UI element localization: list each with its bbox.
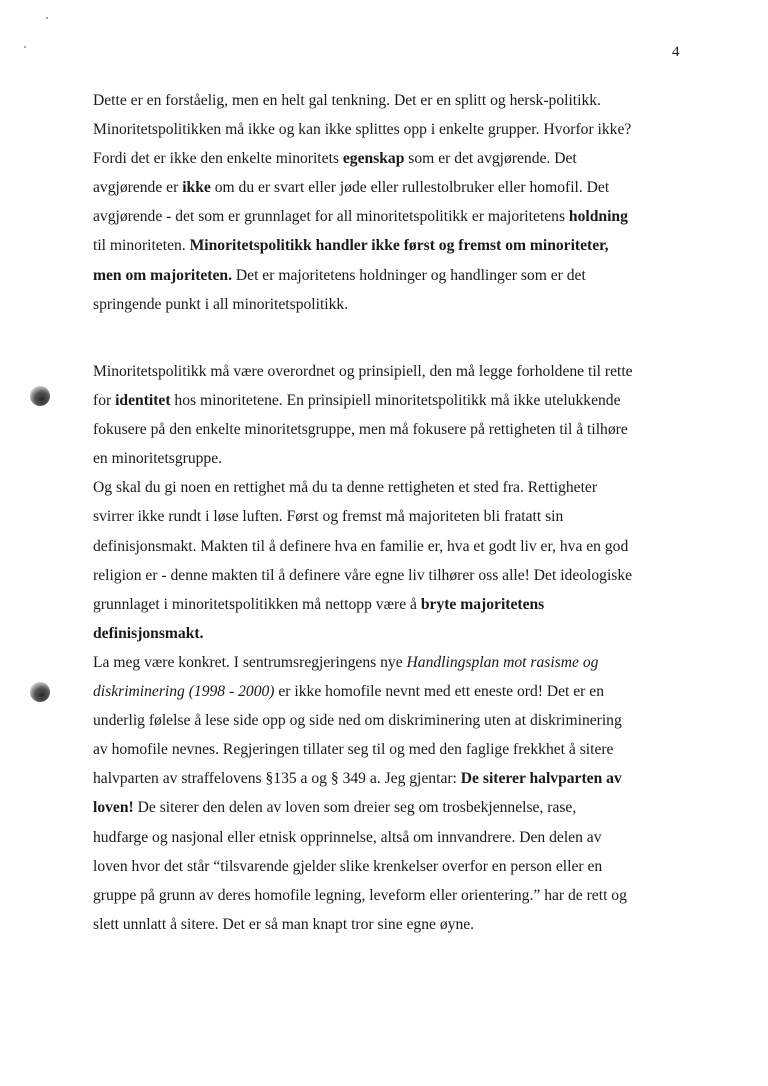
scan-speck — [46, 17, 48, 19]
text-run: avgjørende er — [93, 179, 183, 197]
text-run: av homofile nevnes. Regjeringen tillater seg til og med den faglige frekkhet å sitere — [93, 741, 614, 759]
text-run: fokusere på den enkelte minoritetsgruppe, men må fokusere på rettigheten til å tilhøre — [93, 421, 628, 439]
italic-text: Handlingsplan mot rasisme og — [406, 653, 599, 671]
text-run: De siterer den delen av loven som dreier seg om trosbekjennelse, rase, — [133, 799, 577, 817]
text-run: svirrer ikke rundt i løse luften. Først og fremst må majoriteten bli fratatt sin — [93, 508, 564, 526]
text-run: religion er - denne makten til å definere våre egne liv tilhører oss alle! Det ideologiske — [93, 566, 633, 584]
text-run: gruppe på grunn av deres homofile legning, leveform eller orientering.” har de rett og — [93, 886, 627, 904]
text-line — [93, 415, 693, 444]
text-line — [93, 677, 693, 706]
text-run: La meg være konkret. I sentrumsregjeringens nye — [93, 653, 407, 671]
text-run: en minoritetsgruppe. — [93, 450, 223, 468]
text-run: Dette er en forståelig, men en helt gal tenkning. Det er en splitt og hersk-politikk. — [93, 92, 601, 109]
text-line — [93, 502, 693, 531]
text-line — [93, 619, 693, 648]
text-line — [93, 144, 693, 173]
scan-speck — [24, 46, 26, 48]
text-run: Minoritetspolitikken må ikke og kan ikke splittes opp i enkelte grupper. Hvorfor ikke? — [93, 121, 632, 139]
bold-text: ikke — [182, 179, 211, 197]
text-run: loven hvor det står “tilsvarende gjelder slike krenkelser overfor en person eller en — [93, 857, 603, 875]
text-run: Minoritetspolitikk må være overordnet og prinsipiell, den må legge forholdene til rette — [93, 363, 633, 380]
bold-text: Minoritetspolitikk handler ikke først og fremst om minoriteter, — [189, 237, 609, 255]
text-line — [93, 115, 693, 144]
text-line — [93, 764, 693, 793]
paragraph — [93, 357, 693, 939]
text-run: for — [93, 392, 116, 410]
bold-text: bryte majoritetens — [420, 595, 545, 613]
text-run: avgjørende - det som er grunnlaget for all minoritetspolitikk er majoritetens — [93, 208, 569, 226]
bold-text: men om majoriteten. — [93, 266, 232, 284]
text-line — [93, 173, 693, 202]
text-line — [93, 261, 693, 290]
text-line — [93, 444, 693, 473]
text-line — [93, 910, 693, 939]
text-run: hos minoritetene. En prinsipiell minoritetspolitikk må ikke utelukkende — [170, 392, 621, 410]
paragraph-text — [93, 357, 693, 939]
text-run: grunnlaget i minoritetspolitikken må nettopp være å — [93, 595, 421, 613]
text-line — [93, 473, 693, 502]
bold-text: loven! — [93, 799, 134, 817]
italic-text: diskriminering (1998 - 2000) — [93, 683, 275, 701]
text-line — [93, 590, 693, 619]
text-run: definisjonsmakt. Makten til å definere hva en familie er, hva et godt liv er, hva en god — [93, 537, 629, 555]
text-line — [93, 357, 693, 386]
text-line — [93, 290, 693, 319]
text-run: Det er majoritetens holdninger og handlinger som er det — [232, 266, 586, 284]
text-line — [93, 386, 693, 415]
text-line — [93, 532, 693, 561]
paragraph-text — [93, 86, 693, 319]
text-run: til minoriteten. — [93, 237, 190, 255]
punch-hole-bottom — [30, 682, 50, 702]
bold-text: De siterer halvparten av — [460, 770, 622, 788]
text-line — [93, 202, 693, 231]
bold-text: egenskap — [342, 150, 405, 168]
text-line — [93, 231, 693, 260]
text-line — [93, 86, 693, 115]
text-line — [93, 648, 693, 677]
punch-hole-top — [30, 386, 50, 406]
paragraph — [93, 86, 693, 319]
bold-text: identitet — [115, 392, 171, 410]
text-line — [93, 852, 693, 881]
text-line — [93, 706, 693, 735]
text-line — [93, 881, 693, 910]
text-run: om du er svart eller jøde eller rullestolbruker eller homofil. Det — [210, 179, 610, 197]
text-line — [93, 561, 693, 590]
bold-text: holdning — [568, 208, 628, 226]
text-run: er ikke homofile nevnt med ett eneste ord! Det er en — [274, 683, 604, 701]
bold-text: definisjonsmakt. — [93, 624, 204, 642]
text-run: hudfarge og nasjonal eller etnisk opprinnelse, altså om innvandrere. Den delen av — [93, 828, 602, 846]
text-run: Og skal du gi noen en rettighet må du ta denne rettigheten et sted fra. Rettigheter — [93, 479, 598, 497]
text-run: slett unnlatt å sitere. Det er så man knapt tror sine egne øyne. — [93, 915, 475, 933]
text-run: halvparten av straffelovens §135 a og § 349 a. Jeg gjentar: — [93, 770, 461, 788]
text-run: springende punkt i all minoritetspolitikk. — [93, 295, 349, 313]
text-run: underlig følelse å lese side opp og side ned om diskriminering uten at diskriminering — [93, 712, 622, 730]
text-line — [93, 823, 693, 852]
text-run: Fordi det er ikke den enkelte minoritets — [93, 150, 343, 168]
text-line — [93, 735, 693, 764]
text-run: som er det avgjørende. Det — [404, 150, 577, 168]
page-number: 4 — [672, 44, 680, 60]
text-line — [93, 793, 693, 822]
